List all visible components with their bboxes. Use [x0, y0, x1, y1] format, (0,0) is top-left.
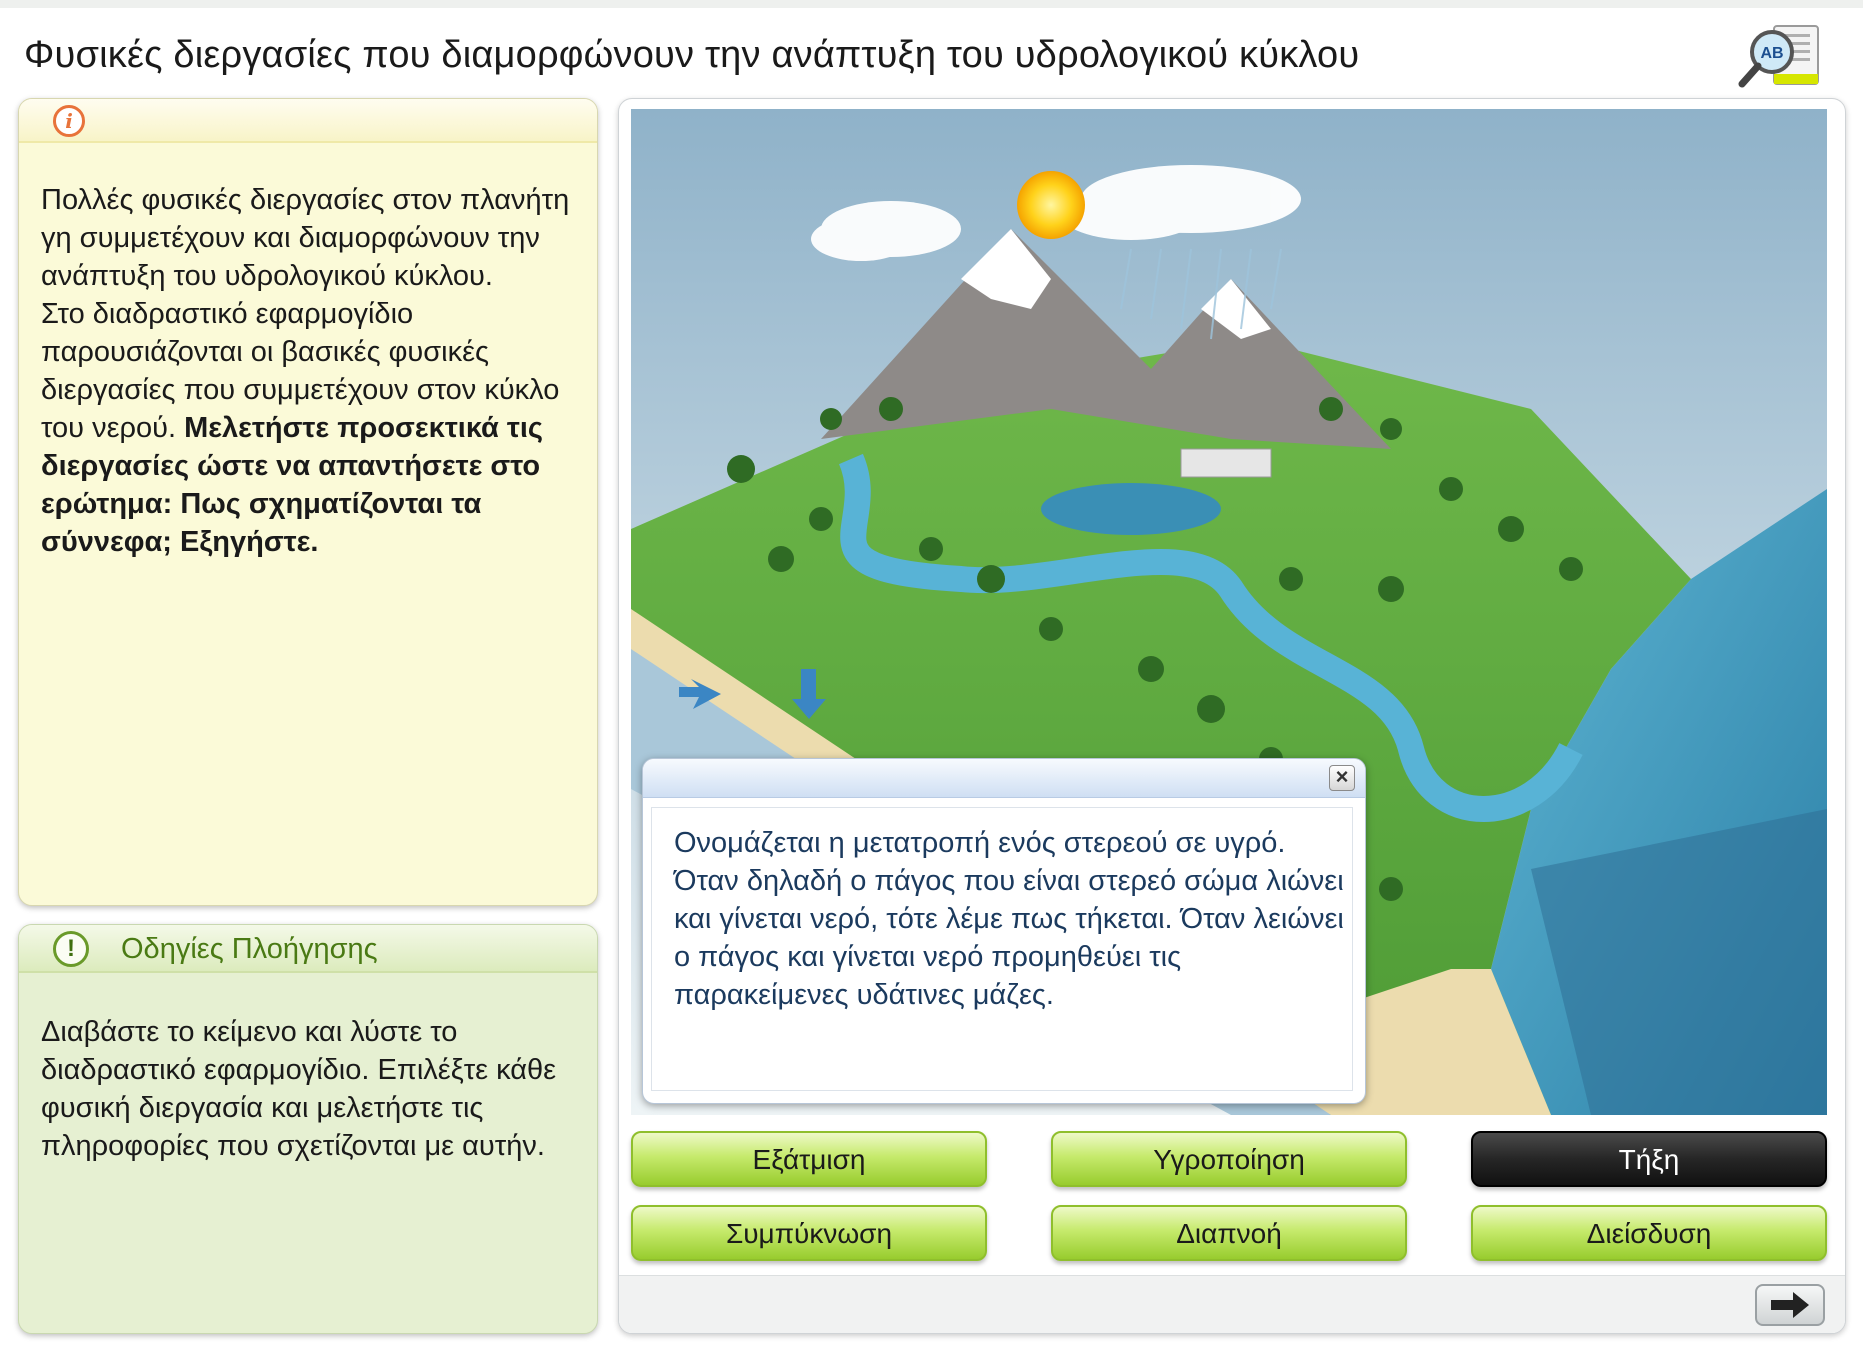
nav-panel-header: [19, 925, 597, 973]
info-text: [41, 181, 581, 561]
condensation-button[interactable]: Συμπύκνωση: [631, 1205, 987, 1261]
evaporation-button[interactable]: Εξάτμιση: [631, 1131, 987, 1187]
info-text-bold: Μελετήστε προσεκτικά τις διεργασίες ώστε να απαντήσετε στο ερώτημα: Πως σχηματίζονται τα σύννεφα; Εξηγήστε.: [41, 412, 543, 558]
glossary-button[interactable]: [1730, 18, 1830, 96]
infiltration-button[interactable]: Διείσδυση: [1471, 1205, 1827, 1261]
glossary-badge: AB: [1760, 45, 1784, 62]
info-icon: i: [53, 105, 85, 137]
nav-panel-text: Διαβάστε το κείμενο και λύστε το διαδραστικό εφαρμογίδιο. Επιλέξτε κάθε φυσική διεργασία και μελετήστε τις πληροφορίες που σχετίζονται με αυτήν.: [41, 1016, 557, 1162]
bottom-bar: [619, 1275, 1845, 1334]
page-title: Φυσικές διεργασίες που διαμορφώνουν την ανάπτυξη του υδρολογικού κύκλου: [24, 34, 1360, 76]
info-panel: [18, 98, 598, 906]
info-panel-header: [19, 99, 597, 143]
navigation-instructions-panel: [18, 924, 598, 1334]
arrow-right-icon: [1757, 1286, 1823, 1324]
exclamation-icon: !: [53, 931, 89, 967]
popup-header: [643, 759, 1365, 798]
nav-panel-title: Οδηγίες Πλοήγησης: [121, 933, 378, 965]
transpiration-button[interactable]: Διαπνοή: [1051, 1205, 1407, 1261]
close-icon[interactable]: ×: [1329, 765, 1355, 791]
glossary-magnifier-icon: [1730, 18, 1830, 96]
info-text-plain: Πολλές φυσικές διεργασίες στον πλανήτη γη συμμετέχουν και διαμορφώνουν την ανάπτυξη του υδρολογικού κύκλου. Στο διαδραστικό εφαρμογίδιο παρουσιάζονται οι βασικές φυσικές διεργασίες που συμμετέχουν στον κύκλο του νερού.: [41, 184, 570, 444]
popup-text: Ονομάζεται η μετατροπή ενός στερεού σε υγρό. Όταν δηλαδή ο πάγος που είναι στερεό σώμα λιώνει και γίνεται νερό, τότε λέμε πως τήκεται. Όταν λειώνει ο πάγος και γίνεται νερό προμηθεύει τις παρακείμενες υδάτινες μάζες.: [674, 827, 1344, 1011]
melting-button[interactable]: Τήξη: [1471, 1131, 1827, 1187]
popup-body: [651, 807, 1353, 1091]
process-info-popup: [642, 758, 1366, 1104]
main-panel: [618, 98, 1846, 1334]
liquefaction-button[interactable]: Υγροποίηση: [1051, 1131, 1407, 1187]
next-button[interactable]: [1755, 1284, 1825, 1326]
